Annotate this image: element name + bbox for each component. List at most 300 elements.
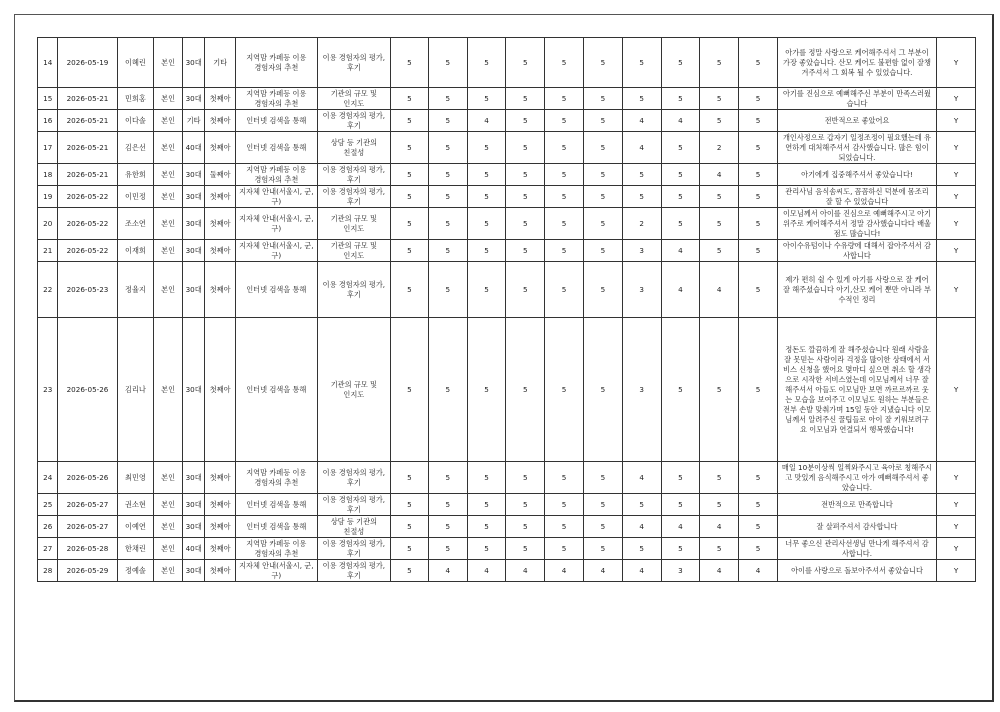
selection-reason: 이용 경험자의 평가, 후기: [317, 538, 390, 560]
recommend-cell: Y: [937, 240, 976, 262]
child-order: 첫째아: [205, 240, 236, 262]
respondent-type: 본인: [154, 110, 183, 132]
score-cell: 5: [700, 240, 739, 262]
recommend-cell: Y: [937, 262, 976, 318]
score-cell: 5: [739, 110, 778, 132]
score-cell: 5: [545, 538, 584, 560]
score-cell: 5: [506, 516, 545, 538]
score-cell: 3: [661, 560, 700, 582]
score-cell: 4: [506, 560, 545, 582]
score-cell: 5: [391, 516, 429, 538]
referral-route: 인터넷 검색을 통해: [235, 318, 317, 462]
respondent-name: 이다솔: [117, 110, 154, 132]
row-number: 22: [38, 262, 58, 318]
score-cell: 5: [583, 88, 622, 110]
row-number: 19: [38, 186, 58, 208]
score-cell: 5: [428, 516, 467, 538]
survey-date: 2026-05-21: [58, 164, 117, 186]
score-cell: 5: [545, 462, 584, 494]
score-cell: 5: [467, 132, 506, 164]
child-order: 첫째아: [205, 186, 236, 208]
score-cell: 5: [583, 208, 622, 240]
respondent-name: 민희홍: [117, 88, 154, 110]
score-cell: 5: [545, 186, 584, 208]
recommend-cell: Y: [937, 88, 976, 110]
respondent-name: 권소현: [117, 494, 154, 516]
comment-cell: 아이를 사랑으로 돌보아주셔서 좋았습니다: [777, 560, 936, 582]
score-cell: 5: [467, 538, 506, 560]
score-cell: 5: [467, 164, 506, 186]
referral-route: 인터넷 검색을 통해: [235, 494, 317, 516]
child-order: 첫째아: [205, 516, 236, 538]
selection-reason: 상담 등 기관의 친절성: [317, 132, 390, 164]
score-cell: 5: [583, 132, 622, 164]
score-cell: 5: [391, 462, 429, 494]
recommend-cell: Y: [937, 318, 976, 462]
selection-reason: 이용 경험자의 평가, 후기: [317, 560, 390, 582]
respondent-name: 김리나: [117, 318, 154, 462]
child-order: 첫째아: [205, 560, 236, 582]
child-order: 첫째아: [205, 132, 236, 164]
age-group: 30대: [182, 164, 204, 186]
score-cell: 5: [391, 262, 429, 318]
score-cell: 5: [622, 88, 661, 110]
score-cell: 5: [467, 516, 506, 538]
recommend-cell: Y: [937, 462, 976, 494]
recommend-cell: Y: [937, 164, 976, 186]
referral-route: 지역맘 카페등 이용 경험자의 추천: [235, 38, 317, 88]
recommend-cell: Y: [937, 516, 976, 538]
child-order: 둘째아: [205, 164, 236, 186]
score-cell: 5: [545, 318, 584, 462]
respondent-name: 정율지: [117, 262, 154, 318]
score-cell: 5: [467, 494, 506, 516]
table-row: [38, 186, 976, 208]
comment-cell: 너무 좋으신 관리사선생님 만나게 해주셔서 감사합니다.: [777, 538, 936, 560]
respondent-name: 김은선: [117, 132, 154, 164]
score-cell: 5: [506, 164, 545, 186]
score-cell: 5: [700, 110, 739, 132]
score-cell: 5: [506, 538, 545, 560]
score-cell: 5: [428, 538, 467, 560]
comment-cell: 정돈도 깔끔하게 잘 해주셨습니다 원래 사람을 잘 못믿는 사람이라 걱정을 많이한 상태에서 서비스 신청을 했어요 몇마디 싶으면 취소 할 생각으로 시작한 서비스였는데 이모님께서 너무 잘해주셔서 아들도 이모님만 보면 까르르까르 웃는 모습을 보여주고 이모님도 원하는 부분들은 전부 손발 맞춰가며 15일 동안 지냈습니다 이모님께서 알려주신 꿀팁들로 아이 잘 키워보려구요 이모님과 연결되서 행복했습니다!: [777, 318, 936, 462]
referral-route: 인터넷 검색을 통해: [235, 262, 317, 318]
respondent-name: 한채린: [117, 538, 154, 560]
score-cell: 5: [583, 38, 622, 88]
comment-cell: 아기를 진심으로 예뻐해주신 부분이 만족스러웠습니다: [777, 88, 936, 110]
score-cell: 5: [545, 516, 584, 538]
score-cell: 4: [739, 560, 778, 582]
score-cell: 5: [506, 38, 545, 88]
table-row: [38, 318, 976, 462]
score-cell: 5: [391, 88, 429, 110]
survey-date: 2026-05-21: [58, 88, 117, 110]
respondent-name: 정예솔: [117, 560, 154, 582]
score-cell: 5: [545, 208, 584, 240]
score-cell: 5: [506, 88, 545, 110]
respondent-type: 본인: [154, 462, 183, 494]
score-cell: 5: [506, 132, 545, 164]
row-number: 14: [38, 38, 58, 88]
score-cell: 5: [739, 132, 778, 164]
score-cell: 5: [506, 262, 545, 318]
comment-cell: 잘 살펴주셔서 감사합니다: [777, 516, 936, 538]
score-cell: 5: [467, 186, 506, 208]
score-cell: 5: [739, 262, 778, 318]
selection-reason: 이용 경험자의 평가, 후기: [317, 262, 390, 318]
respondent-name: 이재희: [117, 240, 154, 262]
score-cell: 4: [622, 462, 661, 494]
age-group: 30대: [182, 186, 204, 208]
score-cell: 5: [428, 240, 467, 262]
score-cell: 5: [428, 494, 467, 516]
score-cell: 5: [739, 88, 778, 110]
table-row: [38, 516, 976, 538]
comment-cell: 제가 편히 쉴 수 있게 아기를 사랑으로 잘 케어 잘 해주셨습니다 아기,산모 케어 뿐만 아니라 부수적인 정리: [777, 262, 936, 318]
score-cell: 5: [545, 38, 584, 88]
row-number: 18: [38, 164, 58, 186]
child-order: 첫째아: [205, 462, 236, 494]
table-row: [38, 240, 976, 262]
score-cell: 5: [622, 494, 661, 516]
survey-date: 2026-05-26: [58, 318, 117, 462]
score-cell: 4: [661, 516, 700, 538]
score-cell: 4: [467, 110, 506, 132]
respondent-type: 본인: [154, 516, 183, 538]
score-cell: 5: [506, 208, 545, 240]
respondent-type: 본인: [154, 132, 183, 164]
score-cell: 4: [583, 560, 622, 582]
comment-cell: 아가를 정말 사랑으로 케어해주셔서 그 부분이 가장 좋았습니다. 산모 케어도 불편함 없이 잘챙겨주셔서 그 회복 될 수 있었습니다.: [777, 38, 936, 88]
respondent-type: 본인: [154, 186, 183, 208]
score-cell: 5: [428, 318, 467, 462]
score-cell: 5: [506, 240, 545, 262]
child-order: 첫째아: [205, 538, 236, 560]
selection-reason: 이용 경험자의 평가, 후기: [317, 164, 390, 186]
score-cell: 5: [391, 494, 429, 516]
score-cell: 5: [391, 240, 429, 262]
score-cell: 5: [583, 240, 622, 262]
survey-date: 2026-05-23: [58, 262, 117, 318]
score-cell: 5: [428, 110, 467, 132]
respondent-type: 본인: [154, 38, 183, 88]
selection-reason: 기관의 규모 및 인지도: [317, 240, 390, 262]
survey-date: 2026-05-28: [58, 538, 117, 560]
score-cell: 4: [661, 110, 700, 132]
age-group: 30대: [182, 494, 204, 516]
score-cell: 4: [428, 560, 467, 582]
row-number: 20: [38, 208, 58, 240]
age-group: 40대: [182, 132, 204, 164]
score-cell: 5: [739, 38, 778, 88]
score-cell: 5: [467, 88, 506, 110]
respondent-name: 최민영: [117, 462, 154, 494]
score-cell: 5: [583, 262, 622, 318]
score-cell: 5: [739, 462, 778, 494]
score-cell: 5: [700, 538, 739, 560]
referral-route: 지자체 안내(서울시, 군,구): [235, 208, 317, 240]
score-cell: 3: [622, 318, 661, 462]
age-group: 40대: [182, 538, 204, 560]
child-order: 첫째아: [205, 318, 236, 462]
row-number: 21: [38, 240, 58, 262]
score-cell: 4: [700, 164, 739, 186]
recommend-cell: Y: [937, 208, 976, 240]
table-row: [38, 262, 976, 318]
score-cell: 5: [467, 208, 506, 240]
score-cell: 5: [391, 318, 429, 462]
score-cell: 5: [506, 318, 545, 462]
score-cell: 5: [739, 538, 778, 560]
survey-date: 2026-05-22: [58, 208, 117, 240]
score-cell: 5: [428, 262, 467, 318]
score-cell: 5: [583, 110, 622, 132]
comment-cell: 아기에게 집중해주셔서 좋았습니다!: [777, 164, 936, 186]
score-cell: 5: [661, 208, 700, 240]
score-cell: 5: [428, 38, 467, 88]
score-cell: 5: [467, 38, 506, 88]
table-row: [38, 110, 976, 132]
respondent-name: 이예연: [117, 516, 154, 538]
score-cell: 5: [428, 132, 467, 164]
age-group: 30대: [182, 516, 204, 538]
table-row: [38, 88, 976, 110]
score-cell: 5: [661, 132, 700, 164]
score-cell: 5: [739, 208, 778, 240]
recommend-cell: Y: [937, 538, 976, 560]
recommend-cell: Y: [937, 110, 976, 132]
score-cell: 5: [506, 494, 545, 516]
age-group: 30대: [182, 38, 204, 88]
score-cell: 5: [583, 516, 622, 538]
score-cell: 5: [739, 318, 778, 462]
respondent-type: 본인: [154, 208, 183, 240]
respondent-name: 조소연: [117, 208, 154, 240]
respondent-name: 이혜린: [117, 38, 154, 88]
respondent-type: 본인: [154, 164, 183, 186]
score-cell: 5: [661, 538, 700, 560]
score-cell: 5: [545, 262, 584, 318]
score-cell: 5: [545, 88, 584, 110]
score-cell: 5: [661, 38, 700, 88]
respondent-type: 본인: [154, 494, 183, 516]
score-cell: 5: [391, 38, 429, 88]
selection-reason: 기관의 규모 및 인지도: [317, 318, 390, 462]
score-cell: 4: [700, 516, 739, 538]
score-cell: 4: [661, 262, 700, 318]
score-cell: 5: [391, 110, 429, 132]
score-cell: 5: [661, 462, 700, 494]
comment-cell: 개인사정으로 갑자기 일정조정이 필요했는데 유연하게 대처해주셔서 감사했습니다. 많은 힘이 되었습니다.: [777, 132, 936, 164]
row-number: 24: [38, 462, 58, 494]
score-cell: 5: [661, 318, 700, 462]
score-cell: 5: [428, 88, 467, 110]
age-group: 기타: [182, 110, 204, 132]
score-cell: 5: [622, 164, 661, 186]
score-cell: 5: [700, 494, 739, 516]
recommend-cell: Y: [937, 132, 976, 164]
selection-reason: 이용 경험자의 평가, 후기: [317, 110, 390, 132]
score-cell: 5: [739, 516, 778, 538]
referral-route: 지역맘 카페등 이용 경험자의 추천: [235, 164, 317, 186]
selection-reason: 상담 등 기관의 친절성: [317, 516, 390, 538]
score-cell: 5: [700, 318, 739, 462]
score-cell: 4: [545, 560, 584, 582]
table-row: [38, 462, 976, 494]
survey-date: 2026-05-19: [58, 38, 117, 88]
score-cell: 5: [391, 164, 429, 186]
score-cell: 5: [428, 164, 467, 186]
score-cell: 5: [622, 38, 661, 88]
score-cell: 5: [622, 538, 661, 560]
row-number: 27: [38, 538, 58, 560]
referral-route: 지자체 안내(서울시, 군,구): [235, 186, 317, 208]
age-group: 30대: [182, 560, 204, 582]
score-cell: 5: [545, 240, 584, 262]
survey-date: 2026-05-27: [58, 516, 117, 538]
table-row: [38, 132, 976, 164]
child-order: 첫째아: [205, 88, 236, 110]
score-cell: 4: [700, 560, 739, 582]
score-cell: 5: [391, 132, 429, 164]
score-cell: 5: [739, 240, 778, 262]
score-cell: 2: [700, 132, 739, 164]
comment-cell: 아이수유텀이나 수유량에 대해서 잡아주셔서 감사합니다: [777, 240, 936, 262]
respondent-type: 본인: [154, 560, 183, 582]
row-number: 28: [38, 560, 58, 582]
age-group: 30대: [182, 262, 204, 318]
score-cell: 5: [700, 38, 739, 88]
table-row: [38, 164, 976, 186]
survey-date: 2026-05-26: [58, 462, 117, 494]
score-cell: 3: [622, 262, 661, 318]
score-cell: 4: [622, 110, 661, 132]
score-cell: 3: [622, 240, 661, 262]
score-cell: 5: [661, 88, 700, 110]
score-cell: 5: [739, 164, 778, 186]
score-cell: 5: [545, 164, 584, 186]
respondent-type: 본인: [154, 240, 183, 262]
referral-route: 지역맘 카페등 이용 경험자의 추천: [235, 462, 317, 494]
score-cell: 5: [583, 538, 622, 560]
score-cell: 5: [545, 110, 584, 132]
child-order: 첫째아: [205, 208, 236, 240]
row-number: 25: [38, 494, 58, 516]
referral-route: 지역맘 카페등 이용 경험자의 추천: [235, 88, 317, 110]
score-cell: 4: [661, 240, 700, 262]
child-order: 첫째아: [205, 110, 236, 132]
score-cell: 5: [583, 494, 622, 516]
score-cell: 5: [428, 462, 467, 494]
recommend-cell: Y: [937, 494, 976, 516]
score-cell: 5: [391, 560, 429, 582]
selection-reason: 기관의 규모 및 인지도: [317, 88, 390, 110]
score-cell: 5: [391, 186, 429, 208]
score-cell: 5: [545, 132, 584, 164]
table-row: [38, 38, 976, 88]
respondent-type: 본인: [154, 262, 183, 318]
age-group: 30대: [182, 318, 204, 462]
score-cell: 5: [661, 494, 700, 516]
score-cell: 4: [467, 560, 506, 582]
age-group: 30대: [182, 88, 204, 110]
survey-date: 2026-05-21: [58, 110, 117, 132]
score-cell: 4: [622, 516, 661, 538]
respondent-name: 유한희: [117, 164, 154, 186]
respondent-type: 본인: [154, 538, 183, 560]
comment-cell: 전반적으로 만족합니다: [777, 494, 936, 516]
selection-reason: 이용 경험자의 평가, 후기: [317, 38, 390, 88]
referral-route: 인터넷 검색을 통해: [235, 110, 317, 132]
referral-route: 인터넷 검색을 통해: [235, 516, 317, 538]
age-group: 30대: [182, 208, 204, 240]
recommend-cell: Y: [937, 186, 976, 208]
score-cell: 5: [545, 494, 584, 516]
score-cell: 5: [739, 494, 778, 516]
score-cell: 5: [661, 186, 700, 208]
row-number: 15: [38, 88, 58, 110]
score-cell: 5: [583, 164, 622, 186]
comment-cell: 전반적으로 좋았어요: [777, 110, 936, 132]
child-order: 첫째아: [205, 494, 236, 516]
selection-reason: 이용 경험자의 평가, 후기: [317, 462, 390, 494]
score-cell: 2: [622, 208, 661, 240]
score-cell: 5: [428, 186, 467, 208]
table-row: [38, 538, 976, 560]
score-cell: 5: [583, 186, 622, 208]
table-row: [38, 494, 976, 516]
score-cell: 5: [506, 186, 545, 208]
score-cell: 4: [622, 560, 661, 582]
score-cell: 5: [661, 164, 700, 186]
child-order: 첫째아: [205, 262, 236, 318]
referral-route: 지자체 안내(서울시, 군,구): [235, 240, 317, 262]
respondent-type: 본인: [154, 88, 183, 110]
score-cell: 5: [700, 186, 739, 208]
score-cell: 4: [700, 262, 739, 318]
age-group: 30대: [182, 240, 204, 262]
score-cell: 5: [583, 318, 622, 462]
score-cell: 5: [622, 186, 661, 208]
survey-date: 2026-05-22: [58, 186, 117, 208]
comment-cell: 관리사님 음식솜씨도, 꼼꼼하신 덕분에 몸조리 잘 할 수 있었습니다: [777, 186, 936, 208]
comment-cell: 매일 10분이상씩 일찍와주시고 육아로 칭해주시고 맛있게 음식해주시고 아가 예뻐해주셔서 좋았습니다.: [777, 462, 936, 494]
score-cell: 5: [467, 318, 506, 462]
table-row: [38, 560, 976, 582]
comment-cell: 이모님께서 아이를 진심으로 예뻐해주시고 아기위주로 케어해주셔서 정말 감사했습니다다 배울점도 많습니다!: [777, 208, 936, 240]
referral-route: 지역맘 카페등 이용 경험자의 추천: [235, 538, 317, 560]
selection-reason: 이용 경험자의 평가, 후기: [317, 186, 390, 208]
child-order: 기타: [205, 38, 236, 88]
referral-route: 지자체 안내(서울시, 군,구): [235, 560, 317, 582]
survey-date: 2026-05-27: [58, 494, 117, 516]
score-cell: 5: [506, 462, 545, 494]
table-row: [38, 208, 976, 240]
respondent-type: 본인: [154, 318, 183, 462]
score-cell: 4: [622, 132, 661, 164]
row-number: 26: [38, 516, 58, 538]
score-cell: 5: [739, 186, 778, 208]
survey-results-table: [37, 37, 976, 582]
row-number: 17: [38, 132, 58, 164]
row-number: 23: [38, 318, 58, 462]
survey-date: 2026-05-21: [58, 132, 117, 164]
referral-route: 인터넷 검색을 통해: [235, 132, 317, 164]
respondent-name: 이민정: [117, 186, 154, 208]
recommend-cell: Y: [937, 560, 976, 582]
score-cell: 5: [467, 262, 506, 318]
selection-reason: 기관의 규모 및 인지도: [317, 208, 390, 240]
